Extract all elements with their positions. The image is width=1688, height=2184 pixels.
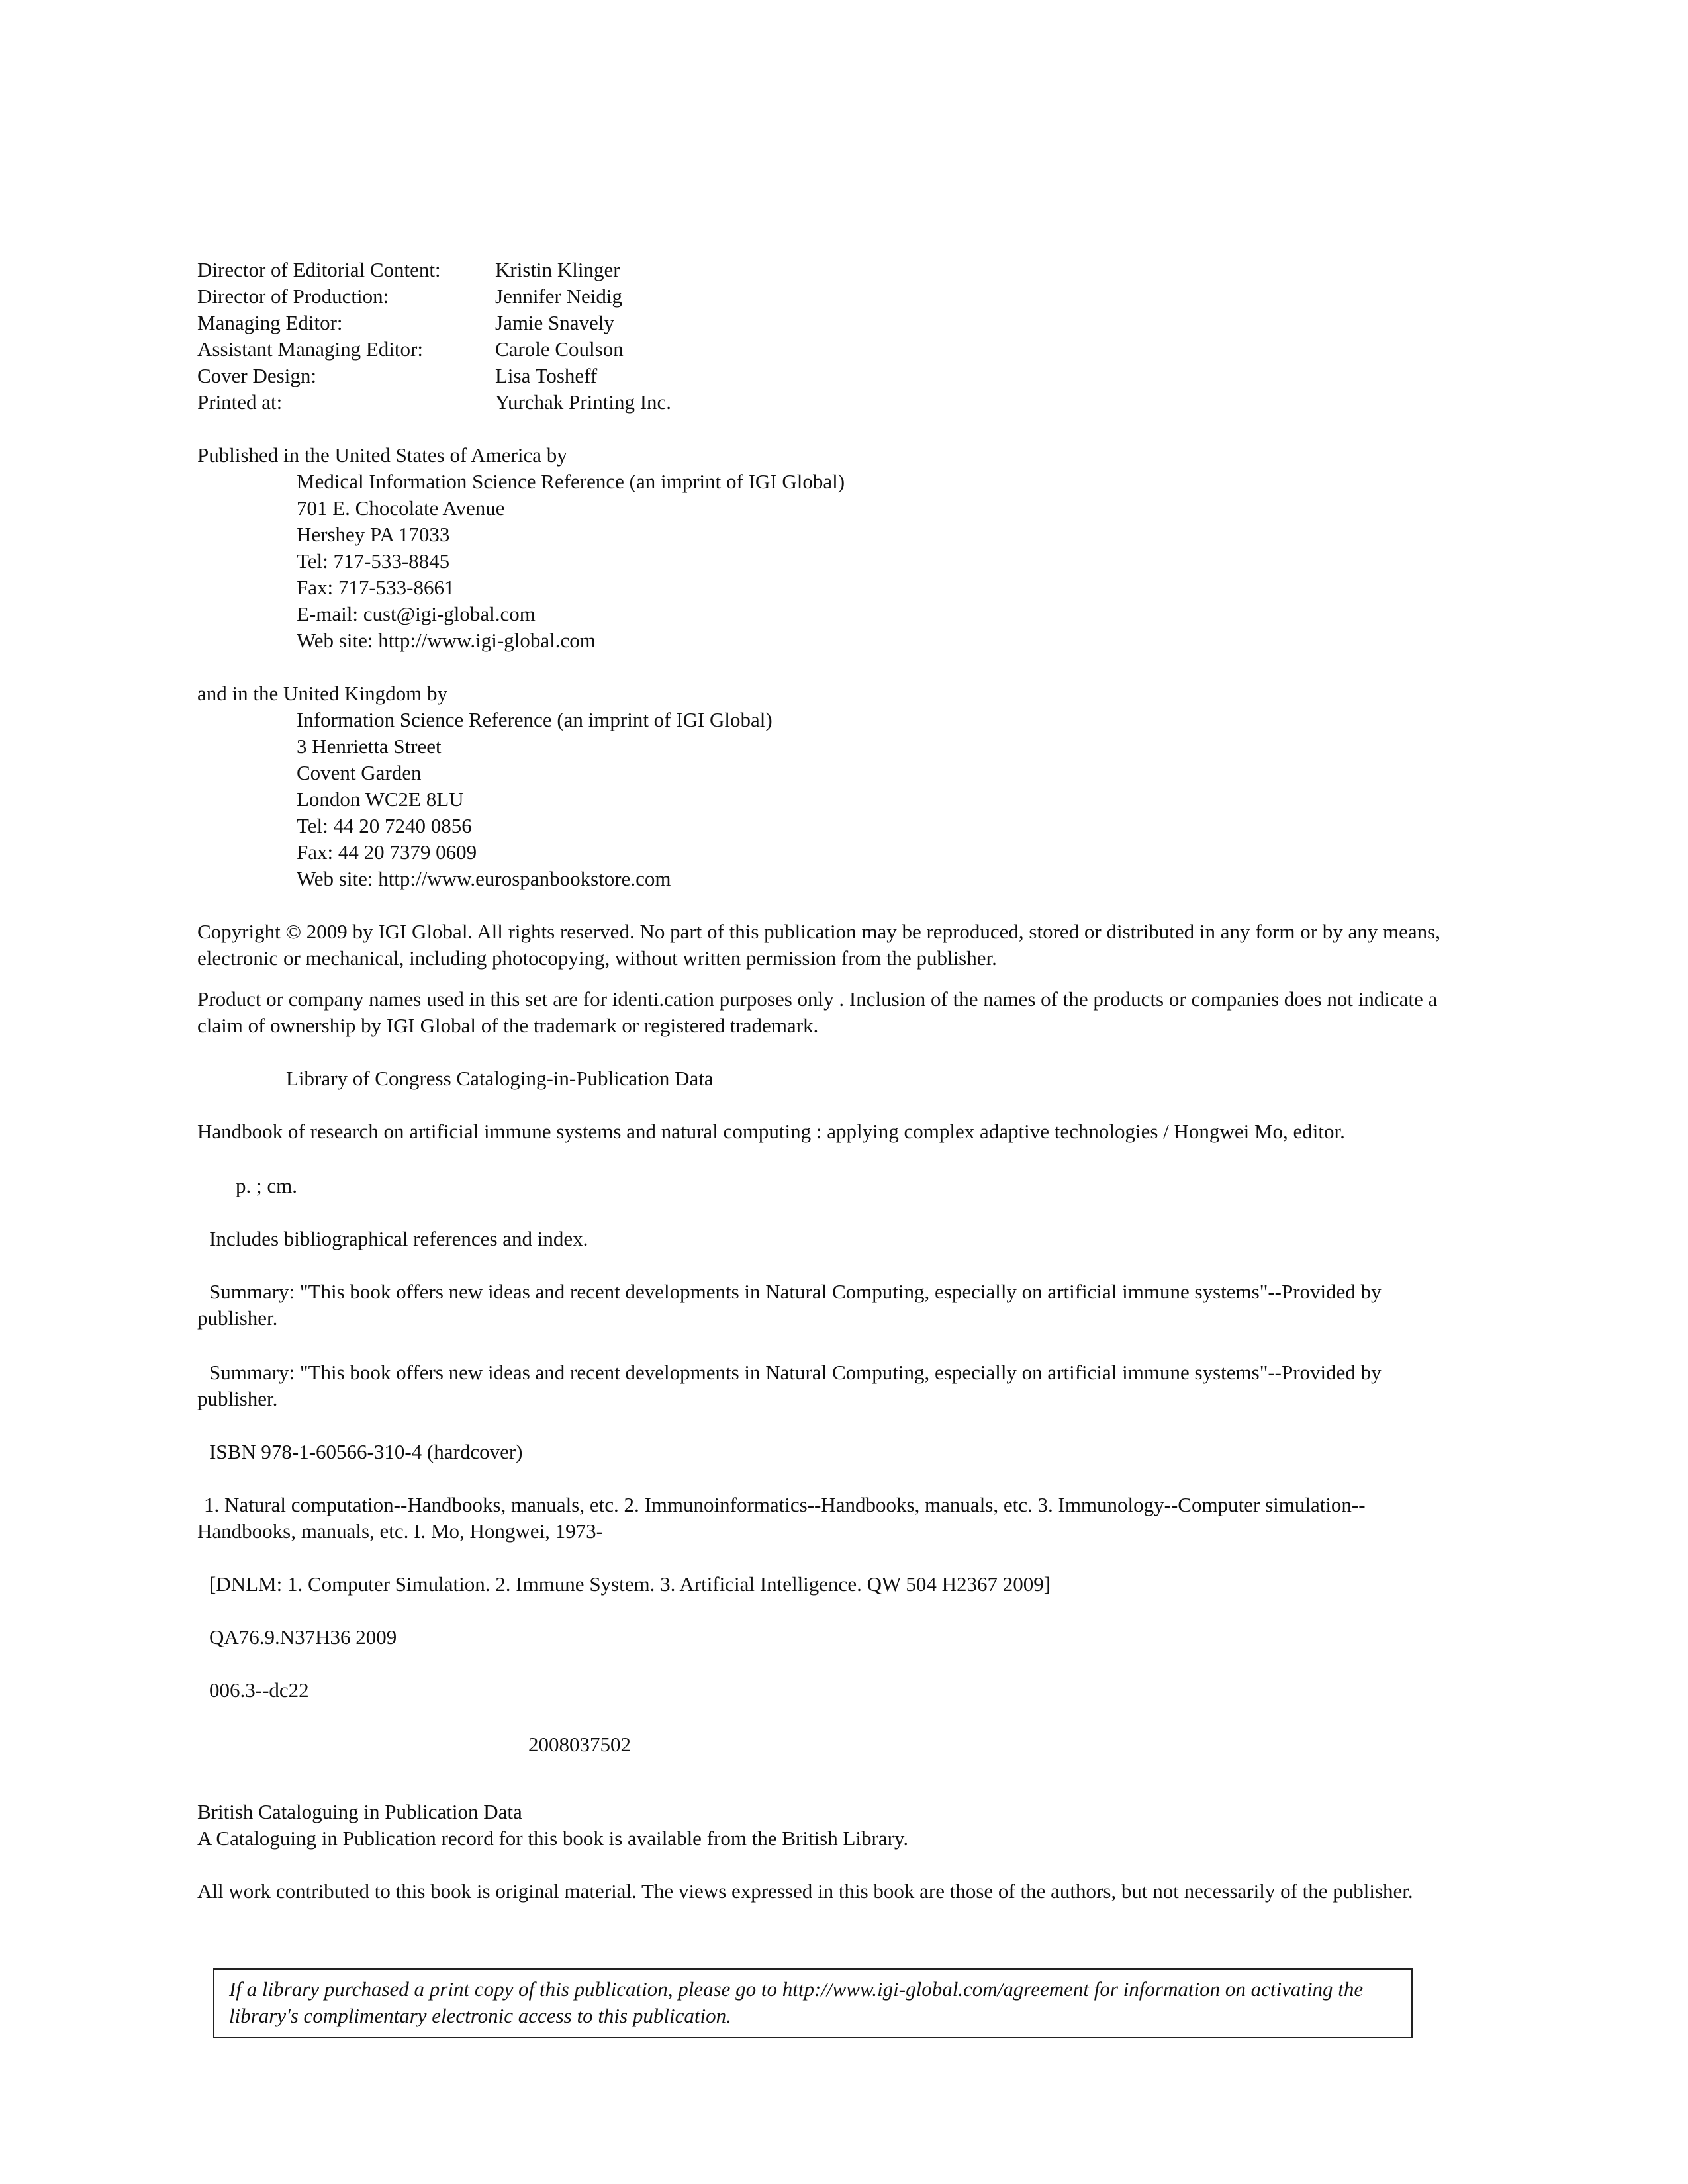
credit-value: Yurchak Printing Inc. bbox=[495, 390, 672, 414]
us-publisher-line: Hershey PA 17033 bbox=[297, 523, 450, 546]
us-publisher-line: Medical Information Science Reference (an imprint of IGI Global) bbox=[297, 470, 845, 493]
cip-title: Handbook of research on artificial immune systems and natural computing : applying complex adaptive technologies / Hongwei Mo, editor. bbox=[197, 1120, 1345, 1143]
credit-label: Director of Production: bbox=[197, 285, 389, 308]
cip-dnlm: [DNLM: 1. Computer Simulation. 2. Immune System. 3. Artificial Intelligence. QW 504 H2367 2009] bbox=[209, 1572, 1051, 1596]
originality-statement: All work contributed to this book is original material. The views expressed in this book are those of the authors, but not necessarily of the publisher. bbox=[197, 1880, 1413, 1903]
uk-publisher-line: Fax: 44 20 7379 0609 bbox=[297, 841, 477, 864]
credit-label: Printed at: bbox=[197, 390, 283, 414]
uk-publisher-website: Web site: http://www.eurospanbookstore.com bbox=[297, 867, 671, 890]
uk-publisher-intro: and in the United Kingdom by bbox=[197, 682, 447, 705]
us-publisher-line: 701 E. Chocolate Avenue bbox=[297, 496, 505, 520]
cip-dewey: 006.3--dc22 bbox=[209, 1678, 309, 1702]
library-access-notice: If a library purchased a print copy of this publication, please go to http://www.igi-global.com/agreement for information on activating the library's complimentary electronic access to this publication. bbox=[213, 1968, 1413, 2038]
credit-value: Jamie Snavely bbox=[495, 311, 614, 334]
cip-heading: Library of Congress Cataloging-in-Publication Data bbox=[286, 1067, 714, 1090]
us-publisher-line: Fax: 717-533-8661 bbox=[297, 576, 455, 599]
us-publisher-line: Tel: 717-533-8845 bbox=[297, 549, 450, 572]
credit-label: Managing Editor: bbox=[197, 311, 343, 334]
credit-value: Kristin Klinger bbox=[495, 258, 620, 281]
copyright-notice: Copyright © 2009 by IGI Global. All rights reserved. No part of this publication may be reproduced, stored or distributed in any form or by any means, electronic or mechanical, including photocopying, without written permission from the publisher. bbox=[197, 920, 1440, 970]
cip-physical: p. ; cm. bbox=[236, 1174, 297, 1197]
cip-includes: Includes bibliographical references and index. bbox=[209, 1227, 588, 1250]
credit-label: Cover Design: bbox=[197, 364, 316, 387]
uk-publisher-line: Covent Garden bbox=[297, 761, 422, 784]
cip-subjects: 1. Natural computation--Handbooks, manuals, etc. 2. Immunoinformatics--Handbooks, manuals, etc. 3. Immunology--Computer simulation--Handbooks, manuals, etc. I. Mo, Hongwei, 1973- bbox=[197, 1493, 1366, 1543]
uk-publisher-line: 3 Henrietta Street bbox=[297, 735, 442, 758]
british-cip-heading: British Cataloguing in Publication Data bbox=[197, 1800, 522, 1823]
credit-label: Assistant Managing Editor: bbox=[197, 338, 423, 361]
credit-value: Jennifer Neidig bbox=[495, 285, 622, 308]
trademark-notice: Product or company names used in this set are for identi.cation purposes only . Inclusion of the names of the products or companies does not indicate a claim of ownership by IGI Global of the trademark or registered trademark. bbox=[197, 987, 1438, 1037]
credit-value: Lisa Tosheff bbox=[495, 364, 598, 387]
cip-summary: Summary: "This book offers new ideas and recent developments in Natural Computing, especially on artificial immune systems"--Provided by publisher. bbox=[197, 1280, 1382, 1330]
british-cip-text: A Cataloguing in Publication record for this book is available from the British Library. bbox=[197, 1827, 909, 1850]
cip-summary: Summary: "This book offers new ideas and recent developments in Natural Computing, especially on artificial immune systems"--Provided by publisher. bbox=[197, 1361, 1382, 1410]
uk-publisher-line: Tel: 44 20 7240 0856 bbox=[297, 814, 472, 837]
uk-publisher-line: London WC2E 8LU bbox=[297, 788, 464, 811]
cip-lc-class: QA76.9.N37H36 2009 bbox=[209, 1625, 397, 1649]
us-publisher-website: Web site: http://www.igi-global.com bbox=[297, 629, 596, 652]
us-publisher-email: E-mail: cust@igi-global.com bbox=[297, 602, 536, 625]
credit-value: Carole Coulson bbox=[495, 338, 624, 361]
credit-label: Director of Editorial Content: bbox=[197, 258, 441, 281]
cip-lccn: 2008037502 bbox=[528, 1733, 631, 1756]
uk-publisher-line: Information Science Reference (an imprint of IGI Global) bbox=[297, 708, 773, 731]
us-publisher-intro: Published in the United States of America by bbox=[197, 443, 567, 467]
cip-isbn: ISBN 978-1-60566-310-4 (hardcover) bbox=[209, 1440, 523, 1463]
